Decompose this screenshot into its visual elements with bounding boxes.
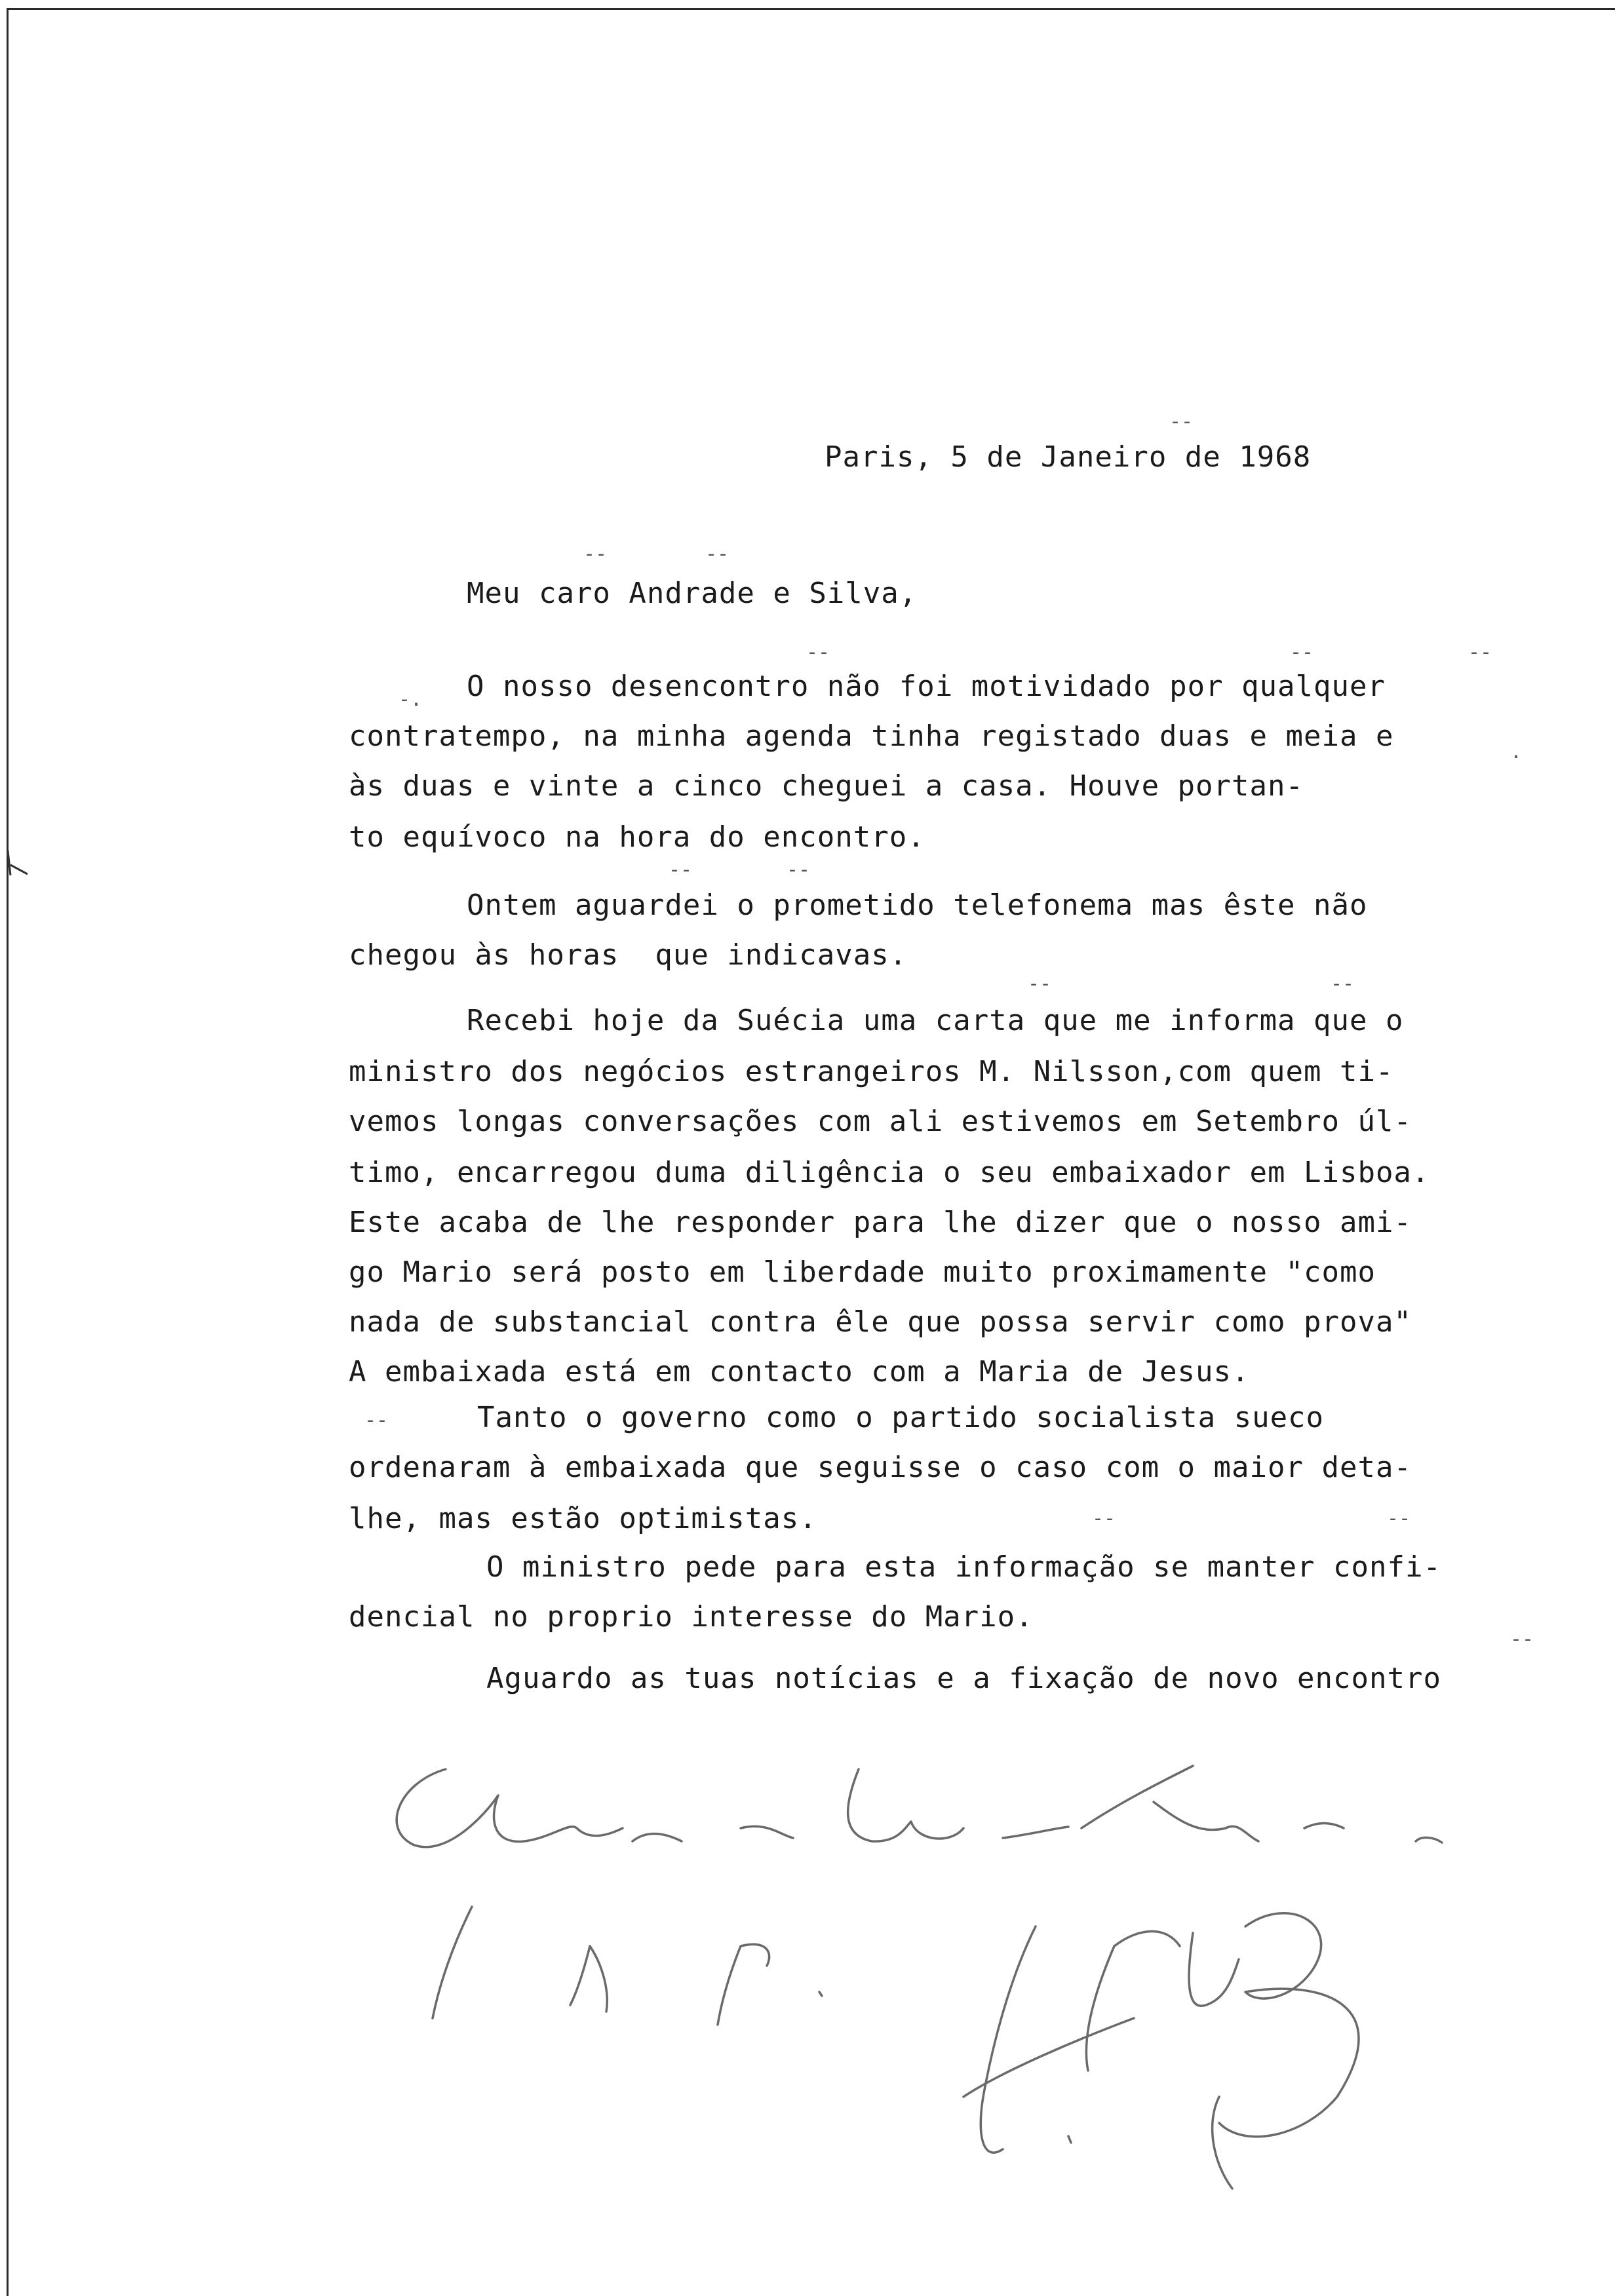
body-line: Ontem aguardei o prometido telefonema mas êste não xyxy=(467,889,1368,922)
body-line: go Mario será posto em liberdade muito proximamente "como xyxy=(349,1255,1376,1289)
stray-mark: -- xyxy=(1290,641,1314,664)
stray-mark: -- xyxy=(1331,972,1355,995)
stray-mark: -- xyxy=(705,543,730,565)
body-line: vemos longas conversações com ali estivemos em Setembro úl- xyxy=(349,1105,1412,1138)
stray-mark: -- xyxy=(1028,972,1052,995)
body-line: to equívoco na hora do encontro. xyxy=(349,820,925,854)
body-line: contratempo, na minha agenda tinha registado duas e meia e xyxy=(349,719,1394,753)
body-line: às duas e vinte a cinco cheguei a casa. Houve portan- xyxy=(349,769,1304,803)
body-line: dencial no proprio interesse do Mario. xyxy=(349,1600,1034,1634)
stray-mark: -- xyxy=(1387,1507,1411,1530)
stray-mark: . xyxy=(1510,740,1523,763)
stray-mark: -- xyxy=(1092,1507,1116,1530)
stray-mark: -. xyxy=(399,688,423,711)
stray-mark: -- xyxy=(1510,1628,1534,1651)
salutation: Meu caro Andrade e Silva, xyxy=(467,577,918,610)
body-line: ordenaram à embaixada que seguisse o caso com o maior deta- xyxy=(349,1451,1412,1484)
handwritten-signature-icon xyxy=(374,1730,1573,2228)
stray-mark: -- xyxy=(787,858,811,881)
stray-mark: -- xyxy=(583,543,608,565)
body-line: O ministro pede para esta informação se manter confi- xyxy=(486,1550,1441,1584)
body-line: chegou às horas que indicavas. xyxy=(349,938,908,972)
stray-mark: -- xyxy=(1169,410,1194,433)
body-line: nada de substancial contra êle que possa servir como prova" xyxy=(349,1305,1412,1339)
body-line: Aguardo as tuas notícias e a fixação de novo encontro xyxy=(486,1662,1441,1695)
body-line: Tanto o governo como o partido socialista sueco xyxy=(477,1401,1325,1434)
body-line: timo, encarregou duma diligência o seu embaixador em Lisboa. xyxy=(349,1156,1430,1189)
stray-mark: -- xyxy=(1468,641,1492,664)
body-line: Recebi hoje da Suécia uma carta que me informa que o xyxy=(467,1004,1404,1037)
body-line: Este acaba de lhe responder para lhe dizer que o nosso ami- xyxy=(349,1206,1412,1239)
body-line: O nosso desencontro não foi motividado por qualquer xyxy=(467,670,1386,703)
stray-mark: -- xyxy=(806,641,830,664)
dateline: Paris, 5 de Janeiro de 1968 xyxy=(825,440,1312,474)
body-line: ministro dos negócios estrangeiros M. Nilsson,com quem ti- xyxy=(349,1055,1394,1088)
body-line: A embaixada está em contacto com a Maria de Jesus. xyxy=(349,1355,1250,1388)
body-line: lhe, mas estão optimistas. xyxy=(349,1502,817,1535)
margin-tick-mark xyxy=(7,845,29,875)
stray-mark: -- xyxy=(669,858,693,881)
stray-mark: -- xyxy=(364,1409,389,1432)
